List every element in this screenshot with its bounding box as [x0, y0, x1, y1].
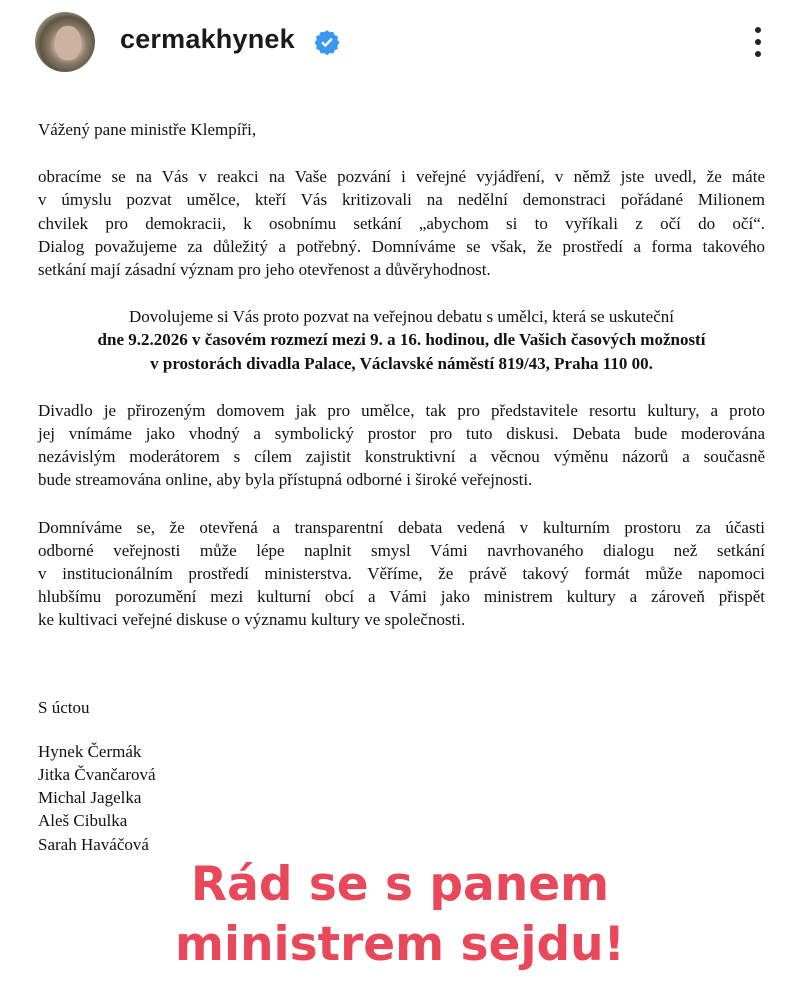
text-line: Hynek Čermák: [38, 741, 142, 761]
text-line: hlubšímu porozumění mezi kulturní obcí a Vámi jako ministrem kultury a zároveň přispět: [38, 587, 765, 607]
salutation: Vážený pane ministře Klempíři,: [38, 120, 257, 139]
verified-badge-icon: [314, 29, 340, 55]
text-line: v prostorách divadla Palace, Václavské náměstí 819/43, Praha 110 00.: [150, 353, 653, 373]
text-line: Jitka Čvančarová: [38, 765, 156, 785]
text-line: odborné veřejnosti může lépe naplnit smysl Vámi navrhovaného dialogu než setkání: [38, 540, 765, 560]
text-line: nezávislým moderátorem s cílem zajistit konstruktivní a věcnou výměnu názorů a současně: [38, 447, 765, 467]
text-line: Dialog považujeme za důležitý a potřebný. Domníváme se však, že prostředí a forma takového: [38, 236, 765, 256]
text-line: ke kultivaci veřejné diskuse o významu kultury ve společnosti.: [38, 610, 466, 630]
text-line: bude streamována online, aby byla přístupná odborné i široké veřejnosti.: [38, 470, 533, 490]
signatories: [38, 740, 765, 856]
text-line: Sarah Haváčová: [38, 834, 149, 854]
overlay-text-line-1: Rád se s panem: [190, 857, 610, 912]
text-line: chvilek pro demokracii, k osobnímu setkání „abychom si to vyříkali z očí do očí“.: [38, 213, 765, 233]
text-line: Dovolujeme si Vás proto pozvat na veřejnou debatu s umělci, která se uskuteční: [129, 307, 674, 327]
text-line: Aleš Cibulka: [38, 811, 128, 831]
text-line: Divadlo je přirozeným domovem jak pro umělce, tak pro představitele resortu kultury, a proto: [38, 400, 765, 420]
text-line: Michal Jagelka: [38, 788, 142, 808]
letter-document: [38, 118, 765, 856]
text-line: v úmyslu pozvat umělce, kteří Vás kritizovali na nedělní demonstraci pořádané Milionem: [38, 190, 765, 210]
closing: S úctou: [38, 697, 90, 717]
text-line: Domníváme se, že otevřená a transparentní debata vedená v kulturním prostoru za účasti: [38, 517, 765, 537]
text-line: obracíme se na Vás v reakci na Vaše pozvání i veřejné vyjádření, v němž jste uvedl, že máte: [38, 167, 765, 187]
paragraph-1: [38, 165, 765, 281]
text-line: setkání mají zásadní význam pro jeho otevřenost a důvěryhodnost.: [38, 260, 491, 280]
more-options-icon[interactable]: [748, 24, 768, 64]
text-line: dne 9.2.2026 v časovém rozmezí mezi 9. a 16. hodinou, dle Vašich časových možností: [97, 330, 706, 350]
username[interactable]: cermakhynek: [120, 24, 295, 54]
post-header: [0, 0, 800, 86]
avatar[interactable]: [35, 12, 95, 72]
text-line: v institucionálním prostředí ministerstva. Věříme, že právě takový formát může napomoci: [38, 564, 765, 584]
overlay-text-line-2: ministrem sejdu!: [175, 917, 625, 972]
paragraph-2: [38, 399, 765, 492]
paragraph-3: [38, 516, 765, 632]
invitation-block: [38, 305, 765, 375]
text-line: jej vnímáme jako vhodný a symbolický prostor pro tuto diskusi. Debata bude moderována: [38, 424, 765, 444]
